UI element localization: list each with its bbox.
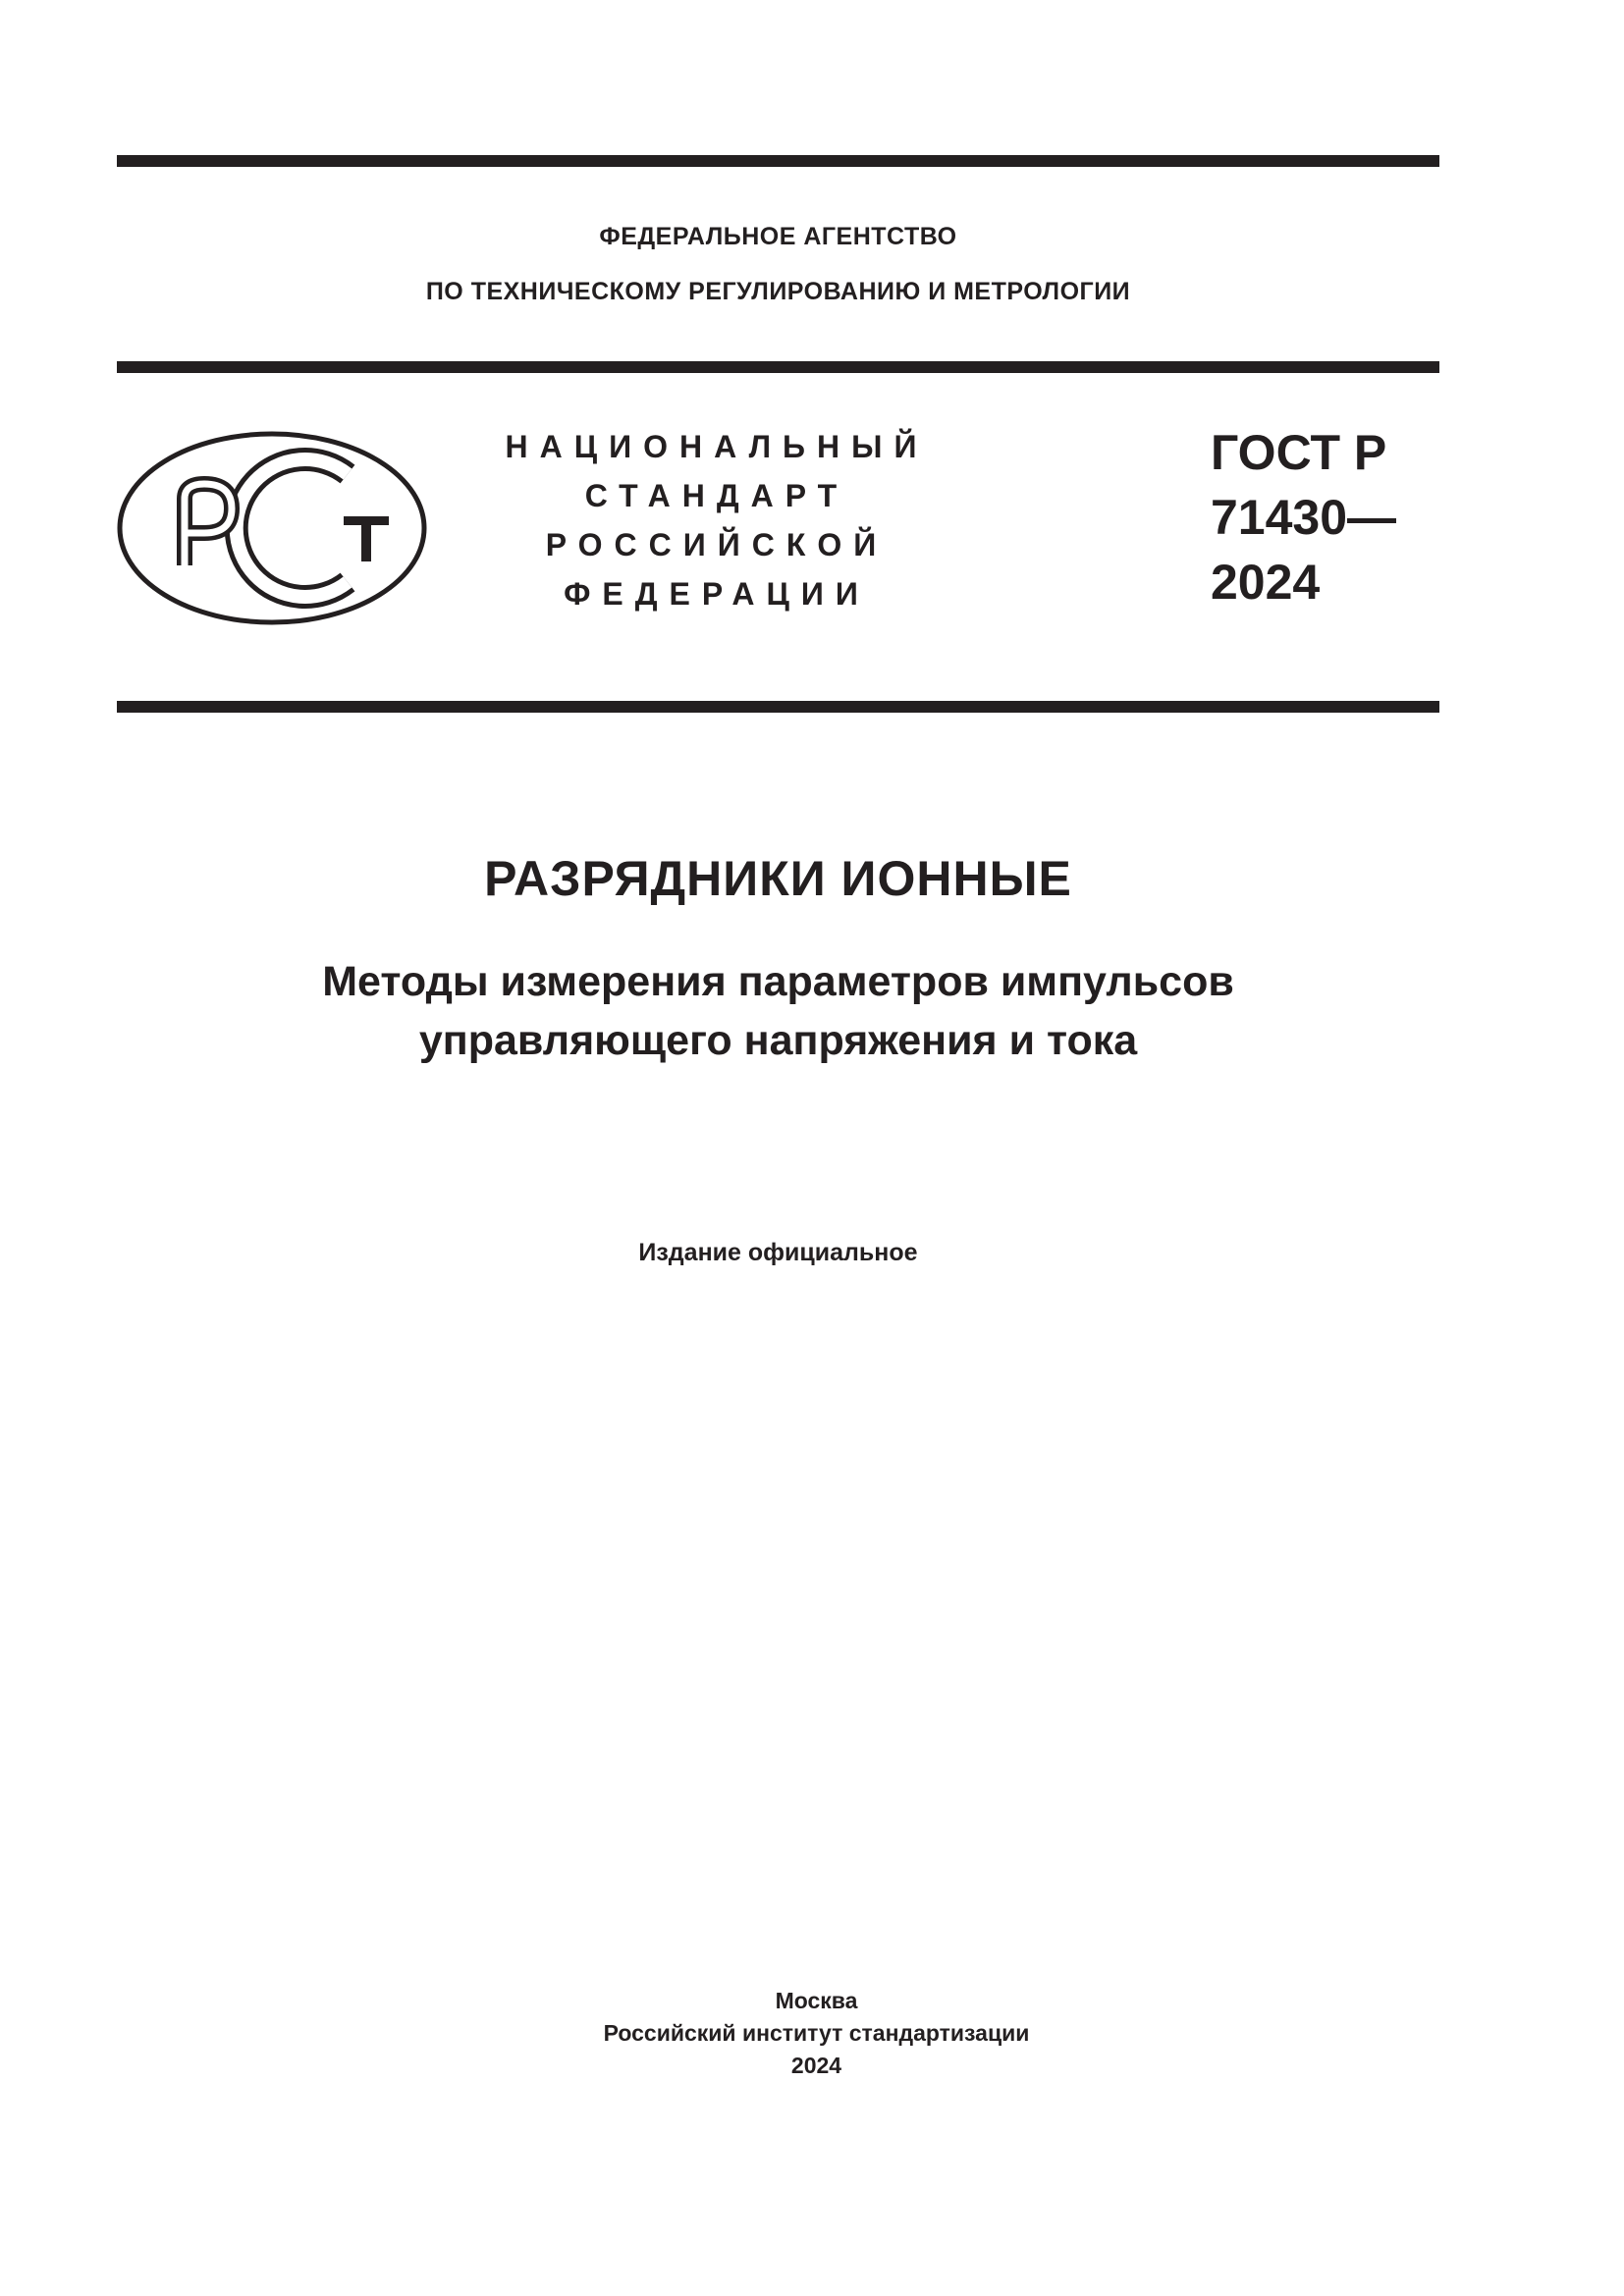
- edition-label: Издание официальное: [638, 1239, 918, 1266]
- gost-designation-line3: 2024: [1211, 555, 1321, 610]
- gost-designation-line1: ГОСТ Р: [1211, 425, 1387, 480]
- agency-name-line1: ФЕДЕРАЛЬНОЕ АГЕНТСТВО: [599, 223, 957, 250]
- gost-designation-line2: 71430—: [1211, 490, 1397, 545]
- document-subtitle-line2: управляющего напряжения и тока: [418, 1017, 1138, 1064]
- national-standard-line4: ФЕДЕРАЦИИ: [564, 576, 870, 612]
- rst-emblem-icon: [116, 430, 428, 626]
- national-standard-line2: СТАНДАРТ: [584, 478, 849, 513]
- agency-name-line2: ПО ТЕХНИЧЕСКОМУ РЕГУЛИРОВАНИЮ И МЕТРОЛОГИИ: [425, 278, 1131, 305]
- imprint-city: Москва: [775, 1988, 858, 2013]
- document-subtitle-line1: Методы измерения параметров импульсов: [322, 958, 1234, 1005]
- document-title: РАЗРЯДНИКИ ИОННЫЕ: [484, 851, 1072, 906]
- imprint-publisher: Российский институт стандартизации: [603, 2020, 1030, 2046]
- imprint-year: 2024: [790, 2053, 842, 2078]
- top-rule: [117, 155, 1439, 167]
- header-divider-rule: [117, 361, 1439, 373]
- national-standard-line3: РОССИЙСКОЙ: [545, 527, 889, 562]
- designation-bottom-rule: [117, 701, 1439, 713]
- national-standard-line1: НАЦИОНАЛЬНЫЙ: [505, 429, 929, 464]
